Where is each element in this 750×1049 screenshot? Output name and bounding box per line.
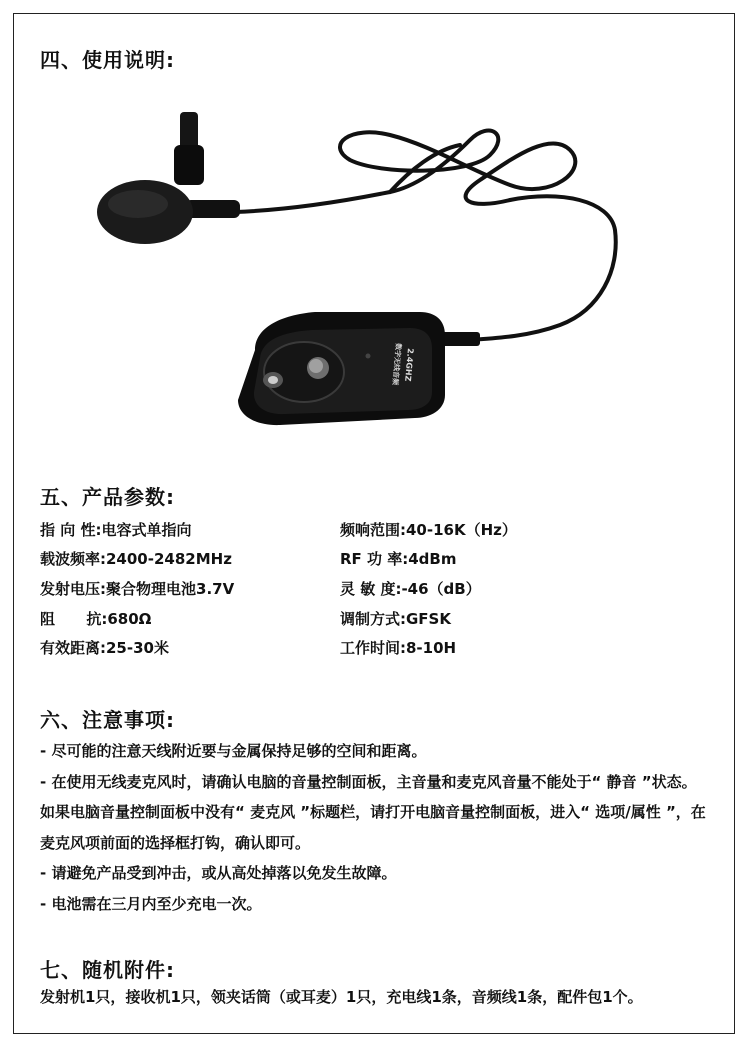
svg-text:数字无线音频: 数字无线音频 xyxy=(390,342,403,386)
param-row: 灵 敏 度:-46（dB） xyxy=(340,580,481,598)
param-row: 有效距离:25-30米 xyxy=(40,639,169,657)
usage-section-title: 四、使用说明: xyxy=(40,48,175,72)
param-row: 工作时间:8-10H xyxy=(340,639,457,657)
note-item: - 电池需在三月内至少充电一次。 xyxy=(40,894,262,913)
accessories-text: 发射机1只，接收机1只，领夹话筒（或耳麦）1只，充电线1条，音频线1条，配件包1个。 xyxy=(40,988,643,1006)
param-row: 调制方式:GFSK xyxy=(340,610,451,628)
param-row: RF 功 率:4dBm xyxy=(340,550,457,568)
note-item: - 在使用无线麦克风时，请确认电脑的音量控制面板，主音量和麦克风音量不能处于“ 静音 ”状态。如果电脑音量控制面板中没有“ 麦克风 ”标题栏，请打开电脑音量控制面板，进入“ 选项/属性 ”，在麦克风项前面的选择框打钩，确认即可。 xyxy=(40,772,706,852)
notes-list xyxy=(40,736,708,919)
wireless-receiver xyxy=(238,312,445,425)
notes-section-title: 六、注意事项: xyxy=(40,708,175,732)
note-item: - 请避免产品受到冲击，或从高处掉落以免发生故障。 xyxy=(40,864,397,882)
svg-text:2.4GHZ: 2.4GHZ xyxy=(403,347,415,382)
params-section-title: 五、产品参数: xyxy=(40,485,175,509)
accessories-section-title: 七、随机附件: xyxy=(40,958,175,982)
note-item: - 尽可能的注意天线附近要与金属保持足够的空间和距离。 xyxy=(40,742,427,760)
param-row: 频响范围:40-16K（Hz） xyxy=(340,521,517,539)
param-row: 指 向 性:电容式单指向 xyxy=(40,521,192,539)
param-row: 发射电压:聚合物理电池3.7V xyxy=(40,580,235,598)
product-photo xyxy=(90,100,650,445)
param-row: 阻 抗:680Ω xyxy=(40,610,152,628)
param-row: 载波频率:2400-2482MHz xyxy=(40,550,232,568)
